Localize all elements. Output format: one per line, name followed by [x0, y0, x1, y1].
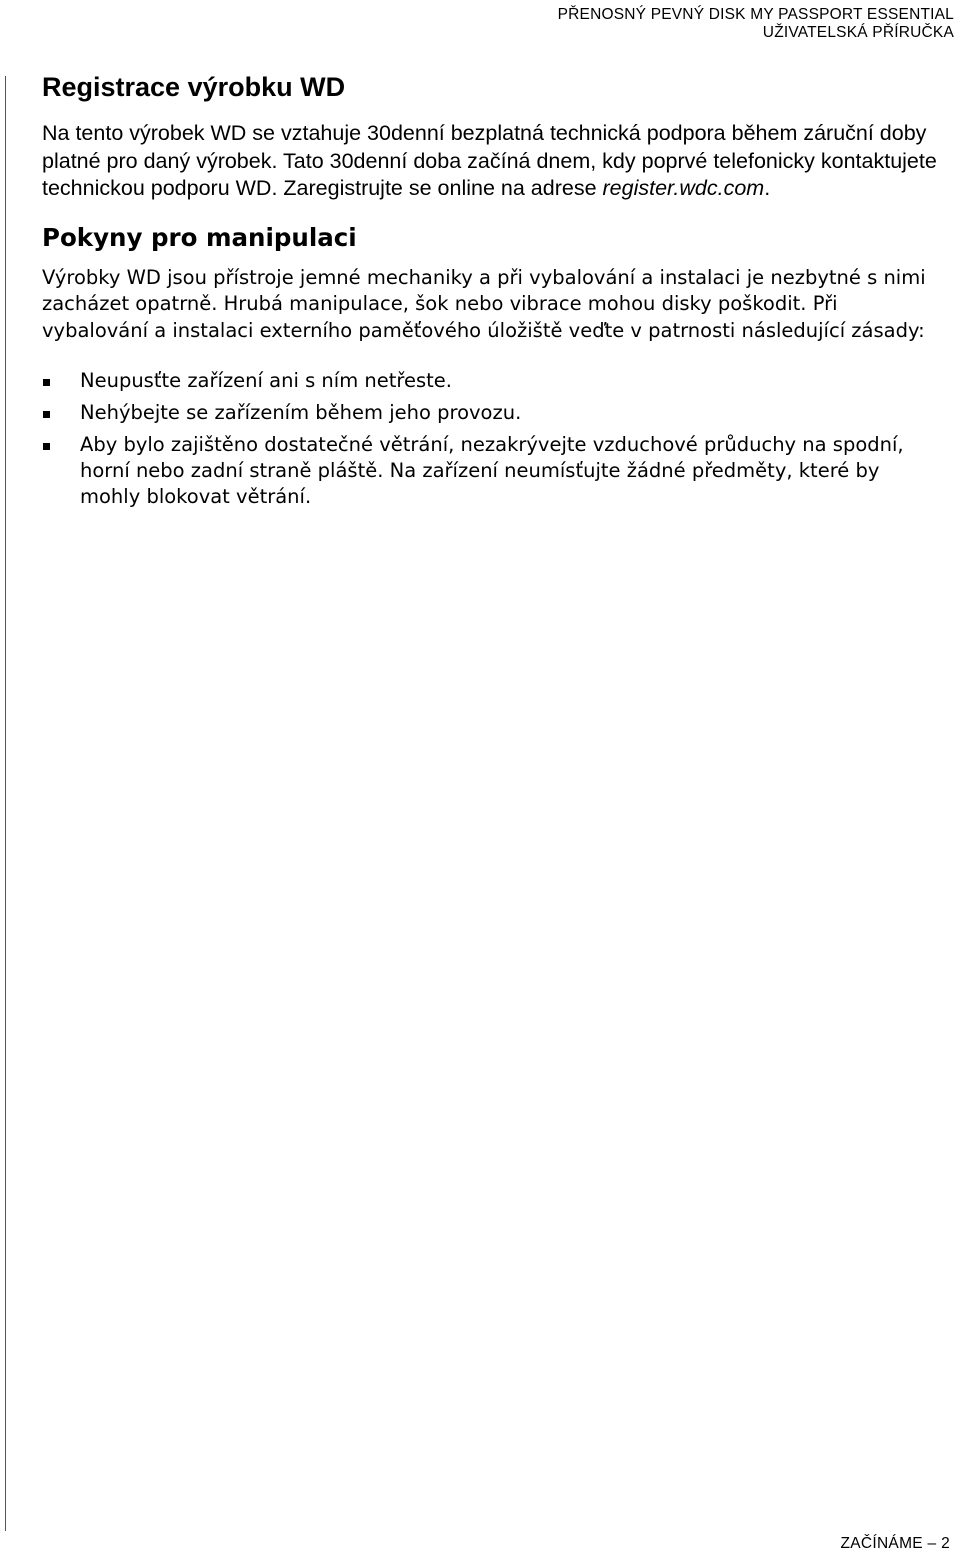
registration-heading: Registrace výrobku WD [42, 72, 346, 102]
running-header [558, 6, 954, 42]
left-margin-rule [5, 76, 6, 1531]
square-bullet-icon [43, 411, 50, 418]
header-manual-title: UŽIVATELSKÁ PŘÍRUČKA [762, 24, 954, 41]
rule-text: Neupusťte zařízení ani s ním netřeste. [80, 369, 452, 392]
header-product-title: PŘENOSNÝ PEVNÝ DISK MY PASSPORT ESSENTIAL [557, 6, 954, 23]
square-bullet-icon [43, 443, 50, 450]
page-number: 2 [941, 1535, 950, 1552]
rule-text: Nehýbejte se zařízením během jeho provozu. [80, 401, 522, 424]
registration-paragraph [42, 120, 942, 203]
footer-section-name: ZAČÍNÁME [840, 1535, 923, 1552]
list-item [42, 368, 942, 394]
registration-link[interactable]: register.wdc.com [602, 176, 765, 200]
list-item [42, 400, 942, 426]
registration-text: Na tento výrobek WD se vztahuje 30denní bezplatná technická podpora během záruční doby platné pro daný výrobek. Tato 30denní doba začíná dnem, kdy poprvé telefonicky kontaktujete technickou podporu WD. Zaregistrujte se online na adrese [42, 121, 937, 200]
handling-intro: Výrobky WD jsou přístroje jemné mechaniky a při vybalování a instalaci je nezbytné s nimi zacházet opatrně. Hrubá manipulace, šok nebo vibrace mohou disky poškodit. Při vybalování a instalaci externího paměťového úložiště veďte v patrnosti následující zásady: [42, 265, 926, 342]
page-content [42, 68, 942, 516]
page-footer [840, 1535, 950, 1553]
handling-rules-list [42, 368, 942, 510]
footer-separator: – [922, 1535, 942, 1552]
square-bullet-icon [43, 379, 50, 386]
rule-text: Aby bylo zajištěno dostatečné větrání, nezakrývejte vzduchové průduchy na spodní, horní nebo zadní straně pláště. Na zařízení neumísťujte žádné předměty, které by mohly blokovat větrání. [80, 433, 904, 508]
handling-heading: Pokyny pro manipulaci [42, 222, 357, 252]
list-item [42, 432, 942, 510]
registration-text-end: . [764, 176, 771, 200]
